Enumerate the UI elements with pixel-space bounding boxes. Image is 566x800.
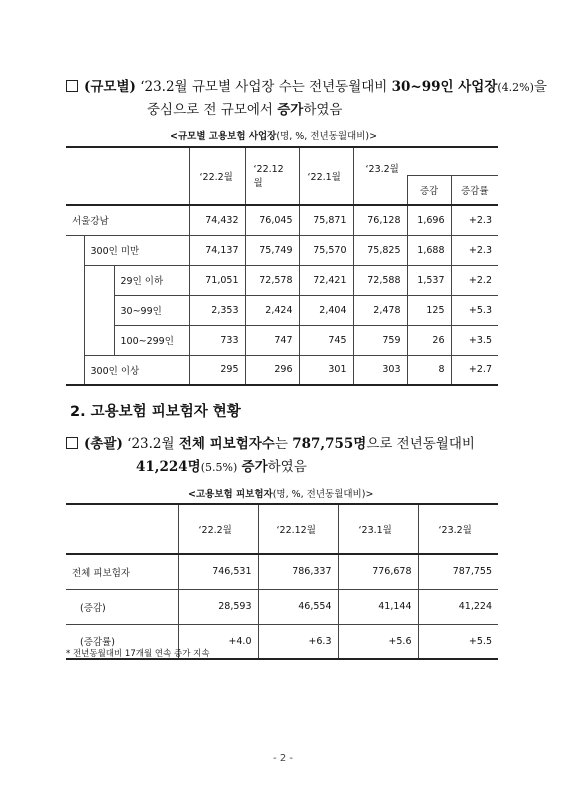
row-label: 100~299인 xyxy=(114,325,189,355)
row-label: 전체 피보험자 xyxy=(66,554,178,589)
table2-header: ‘23.1월 xyxy=(338,504,418,554)
table2-caption: <고용보험 피보험자(명, %, 전년동월대비)> xyxy=(188,489,374,500)
table-row: (증감) 28,593 46,554 41,144 41,224 xyxy=(66,589,498,624)
row-label: 29인 이하 xyxy=(114,265,189,295)
paragraph-tag: (규모별) xyxy=(84,79,136,95)
table2-header-row xyxy=(66,504,498,554)
table1-header: ‘22.1월 xyxy=(299,147,353,205)
paragraph-size-summary-line2: 중심으로 전 규모에서 증가하였음 xyxy=(147,102,343,118)
row-label: 30~99인 xyxy=(114,295,189,325)
size-workplace-table xyxy=(66,146,498,386)
checkbox-bullet-icon xyxy=(66,437,78,449)
table1-caption: <규모별 고용보험 사업장(명, %, 전년동월대비)> xyxy=(170,131,378,142)
row-label: 300인 미만 xyxy=(84,235,189,265)
section-title: 2. 고용보험 피보험자 현황 xyxy=(70,404,241,420)
table-row: 29인 이하 71,051 72,578 72,421 72,588 1,537 +2.2 xyxy=(66,265,498,295)
row-label: (증감) xyxy=(66,589,178,624)
table2-header: ‘22.12월 xyxy=(258,504,338,554)
table-row: 서울강남 74,432 76,045 75,871 76,128 1,696 +2.3 xyxy=(66,205,498,235)
table-row: 전체 피보험자 746,531 786,337 776,678 787,755 xyxy=(66,554,498,589)
table1-header: 증감 xyxy=(407,175,451,205)
table1-header: 증감률 xyxy=(451,175,498,205)
row-label: 서울강남 xyxy=(66,205,189,235)
page-number: - 2 - xyxy=(273,753,293,764)
table1-header: ‘22.12월 xyxy=(245,147,299,205)
table-row: 30~99인 2,353 2,424 2,404 2,478 125 +5.3 xyxy=(66,295,498,325)
checkbox-bullet-icon xyxy=(66,80,78,92)
row-label: 300인 이상 xyxy=(84,355,189,385)
table1-header: ‘23.2월 xyxy=(353,147,498,175)
table-row: 300인 미만 74,137 75,749 75,570 75,825 1,688 +2.3 xyxy=(66,235,498,265)
footnote: * 전년동월대비 17개월 연속 증가 지속 xyxy=(66,649,210,659)
table-row: (증감률) +4.0 +6.3 +5.6 +5.5 xyxy=(66,624,498,659)
table-row: 100~299인 733 747 745 759 26 +3.5 xyxy=(66,325,498,355)
insured-table xyxy=(66,503,498,660)
table2-header: ‘22.2월 xyxy=(178,504,258,554)
table-row: 300인 이상 295 296 301 303 8 +2.7 xyxy=(66,355,498,385)
paragraph-size-summary: (규모별) ‘23.2월 규모별 사업장 수는 전년동월대비 30~99인 사업장(4.2%)을 xyxy=(66,80,547,95)
table2-header: ‘23.2월 xyxy=(418,504,498,554)
table1-header-row xyxy=(66,147,498,175)
paragraph-tag: (총괄) xyxy=(84,436,123,452)
paragraph-insured-summary: (총괄) ‘23.2월 전체 피보험자수는 787,755명으로 전년동월대비 xyxy=(66,437,475,452)
table1-header: ‘22.2월 xyxy=(189,147,245,205)
row-label: (증감률) xyxy=(66,624,178,659)
paragraph-insured-summary-line2: 41,224명(5.5%) 증가하였음 xyxy=(136,459,307,475)
